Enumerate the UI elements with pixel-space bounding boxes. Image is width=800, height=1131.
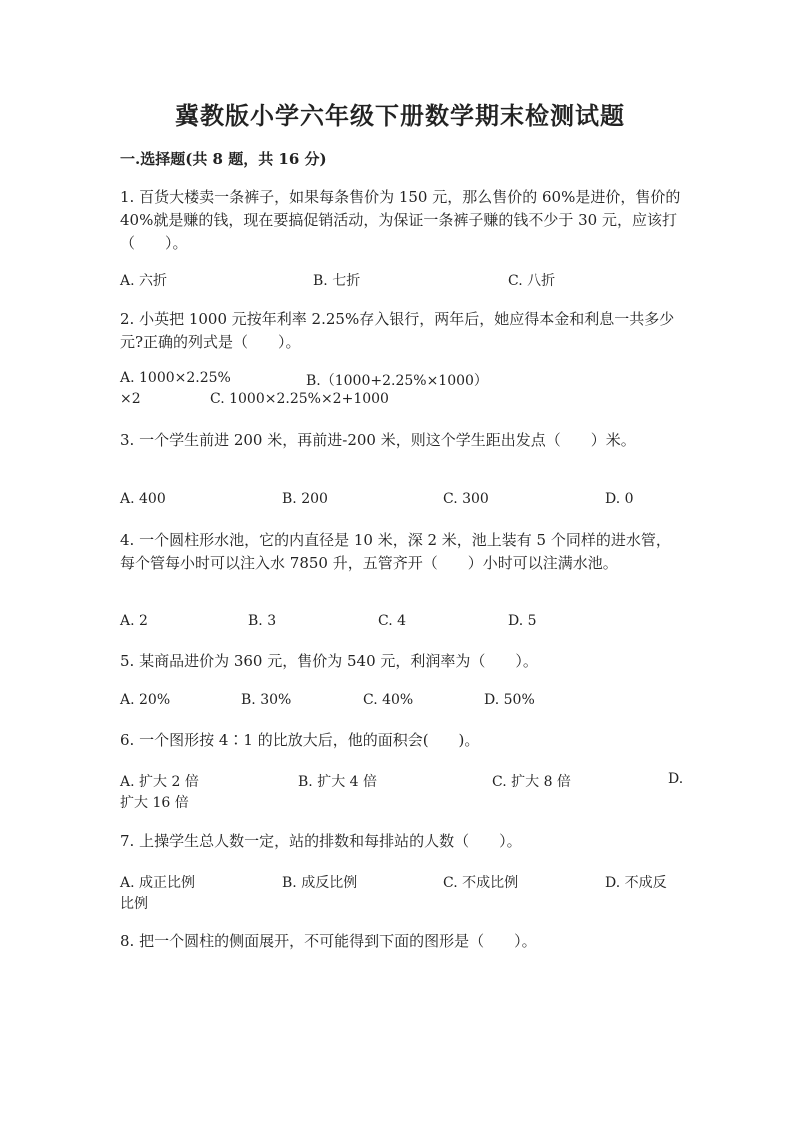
question-1: 1. 百货大楼卖一条裤子，如果每条售价为 150 元，那么售价的 60%是进价，售价的 40%就是赚的钱，现在要搞促销活动，为保证一条裤子赚的钱不少于 30 元，应该打（ ）。: [120, 188, 681, 252]
option-c[interactable]: C. 40%: [363, 692, 414, 708]
option-a[interactable]: A. 成正比例: [120, 875, 196, 891]
question-2: 2. 小英把 1000 元按年利率 2.25%存入银行，两年后，她应得本金和利息一共多少元?正确的列式是（ ）。: [120, 310, 675, 351]
options-6: [120, 771, 700, 791]
page-title: 冀教版小学六年级下册数学期末检测试题: [175, 101, 625, 130]
option-c[interactable]: C. 八折: [508, 273, 556, 289]
option-d[interactable]: D.: [668, 771, 684, 787]
question-4: 4. 一个圆柱形水池，它的内直径是 10 米，深 2 米，池上装有 5 个同样的进水管，每个管每小时可以注入水 7850 升，五管齐开（ ）小时可以注满水池。: [120, 531, 671, 572]
option-d[interactable]: D. 不成反: [605, 875, 667, 891]
question-3: 3. 一个学生前进 200 米，再前进-200 米，则这个学生距出发点（ ）米。: [120, 431, 636, 449]
option-b-continuation: ×2: [120, 391, 141, 407]
option-d[interactable]: D. 50%: [484, 692, 535, 708]
option-a[interactable]: A. 400: [120, 491, 166, 507]
option-c[interactable]: C. 4: [378, 613, 407, 629]
option-b[interactable]: B. 七折: [313, 273, 361, 289]
option-b[interactable]: B. 成反比例: [282, 875, 358, 891]
option-d[interactable]: D. 0: [605, 491, 634, 507]
options-2-line-2: [120, 391, 700, 411]
option-d-continuation: 扩大 16 倍: [120, 795, 189, 811]
section-heading: 一.选择题(共 8 题，共 16 分): [120, 150, 327, 168]
options-1: [120, 270, 700, 290]
question-6: 6. 一个图形按 4∶1 的比放大后，他的面积会( )。: [120, 731, 480, 749]
option-b[interactable]: B. 30%: [241, 692, 292, 708]
option-b[interactable]: B. 200: [282, 491, 328, 507]
option-c[interactable]: C. 不成比例: [443, 875, 519, 891]
option-a[interactable]: A. 1000×2.25%: [120, 370, 231, 386]
option-d-continuation: 比例: [120, 896, 148, 912]
option-a[interactable]: A. 2: [120, 613, 148, 629]
question-5: 5. 某商品进价为 360 元，售价为 540 元，利润率为（ ）。: [120, 652, 538, 670]
question-8: 8. 把一个圆柱的侧面展开，不可能得到下面的图形是（ ）。: [120, 932, 537, 950]
option-c[interactable]: C. 扩大 8 倍: [492, 774, 571, 790]
question-7: 7. 上操学生总人数一定，站的排数和每排站的人数（ ）。: [120, 832, 522, 850]
option-a[interactable]: A. 扩大 2 倍: [120, 774, 199, 790]
options-7: [120, 872, 700, 892]
options-2-line-1: [120, 370, 700, 390]
options-4: [120, 613, 700, 633]
option-c[interactable]: C. 1000×2.25%×2+1000: [210, 391, 389, 407]
option-a[interactable]: A. 20%: [120, 692, 171, 708]
options-3: [120, 491, 700, 511]
options-5: [120, 692, 700, 712]
option-b[interactable]: B.（1000+2.25%×1000）: [306, 373, 488, 389]
option-b[interactable]: B. 扩大 4 倍: [298, 774, 377, 790]
option-c[interactable]: C. 300: [443, 491, 489, 507]
option-b[interactable]: B. 3: [248, 613, 277, 629]
option-d[interactable]: D. 5: [508, 613, 537, 629]
option-a[interactable]: A. 六折: [120, 273, 168, 289]
